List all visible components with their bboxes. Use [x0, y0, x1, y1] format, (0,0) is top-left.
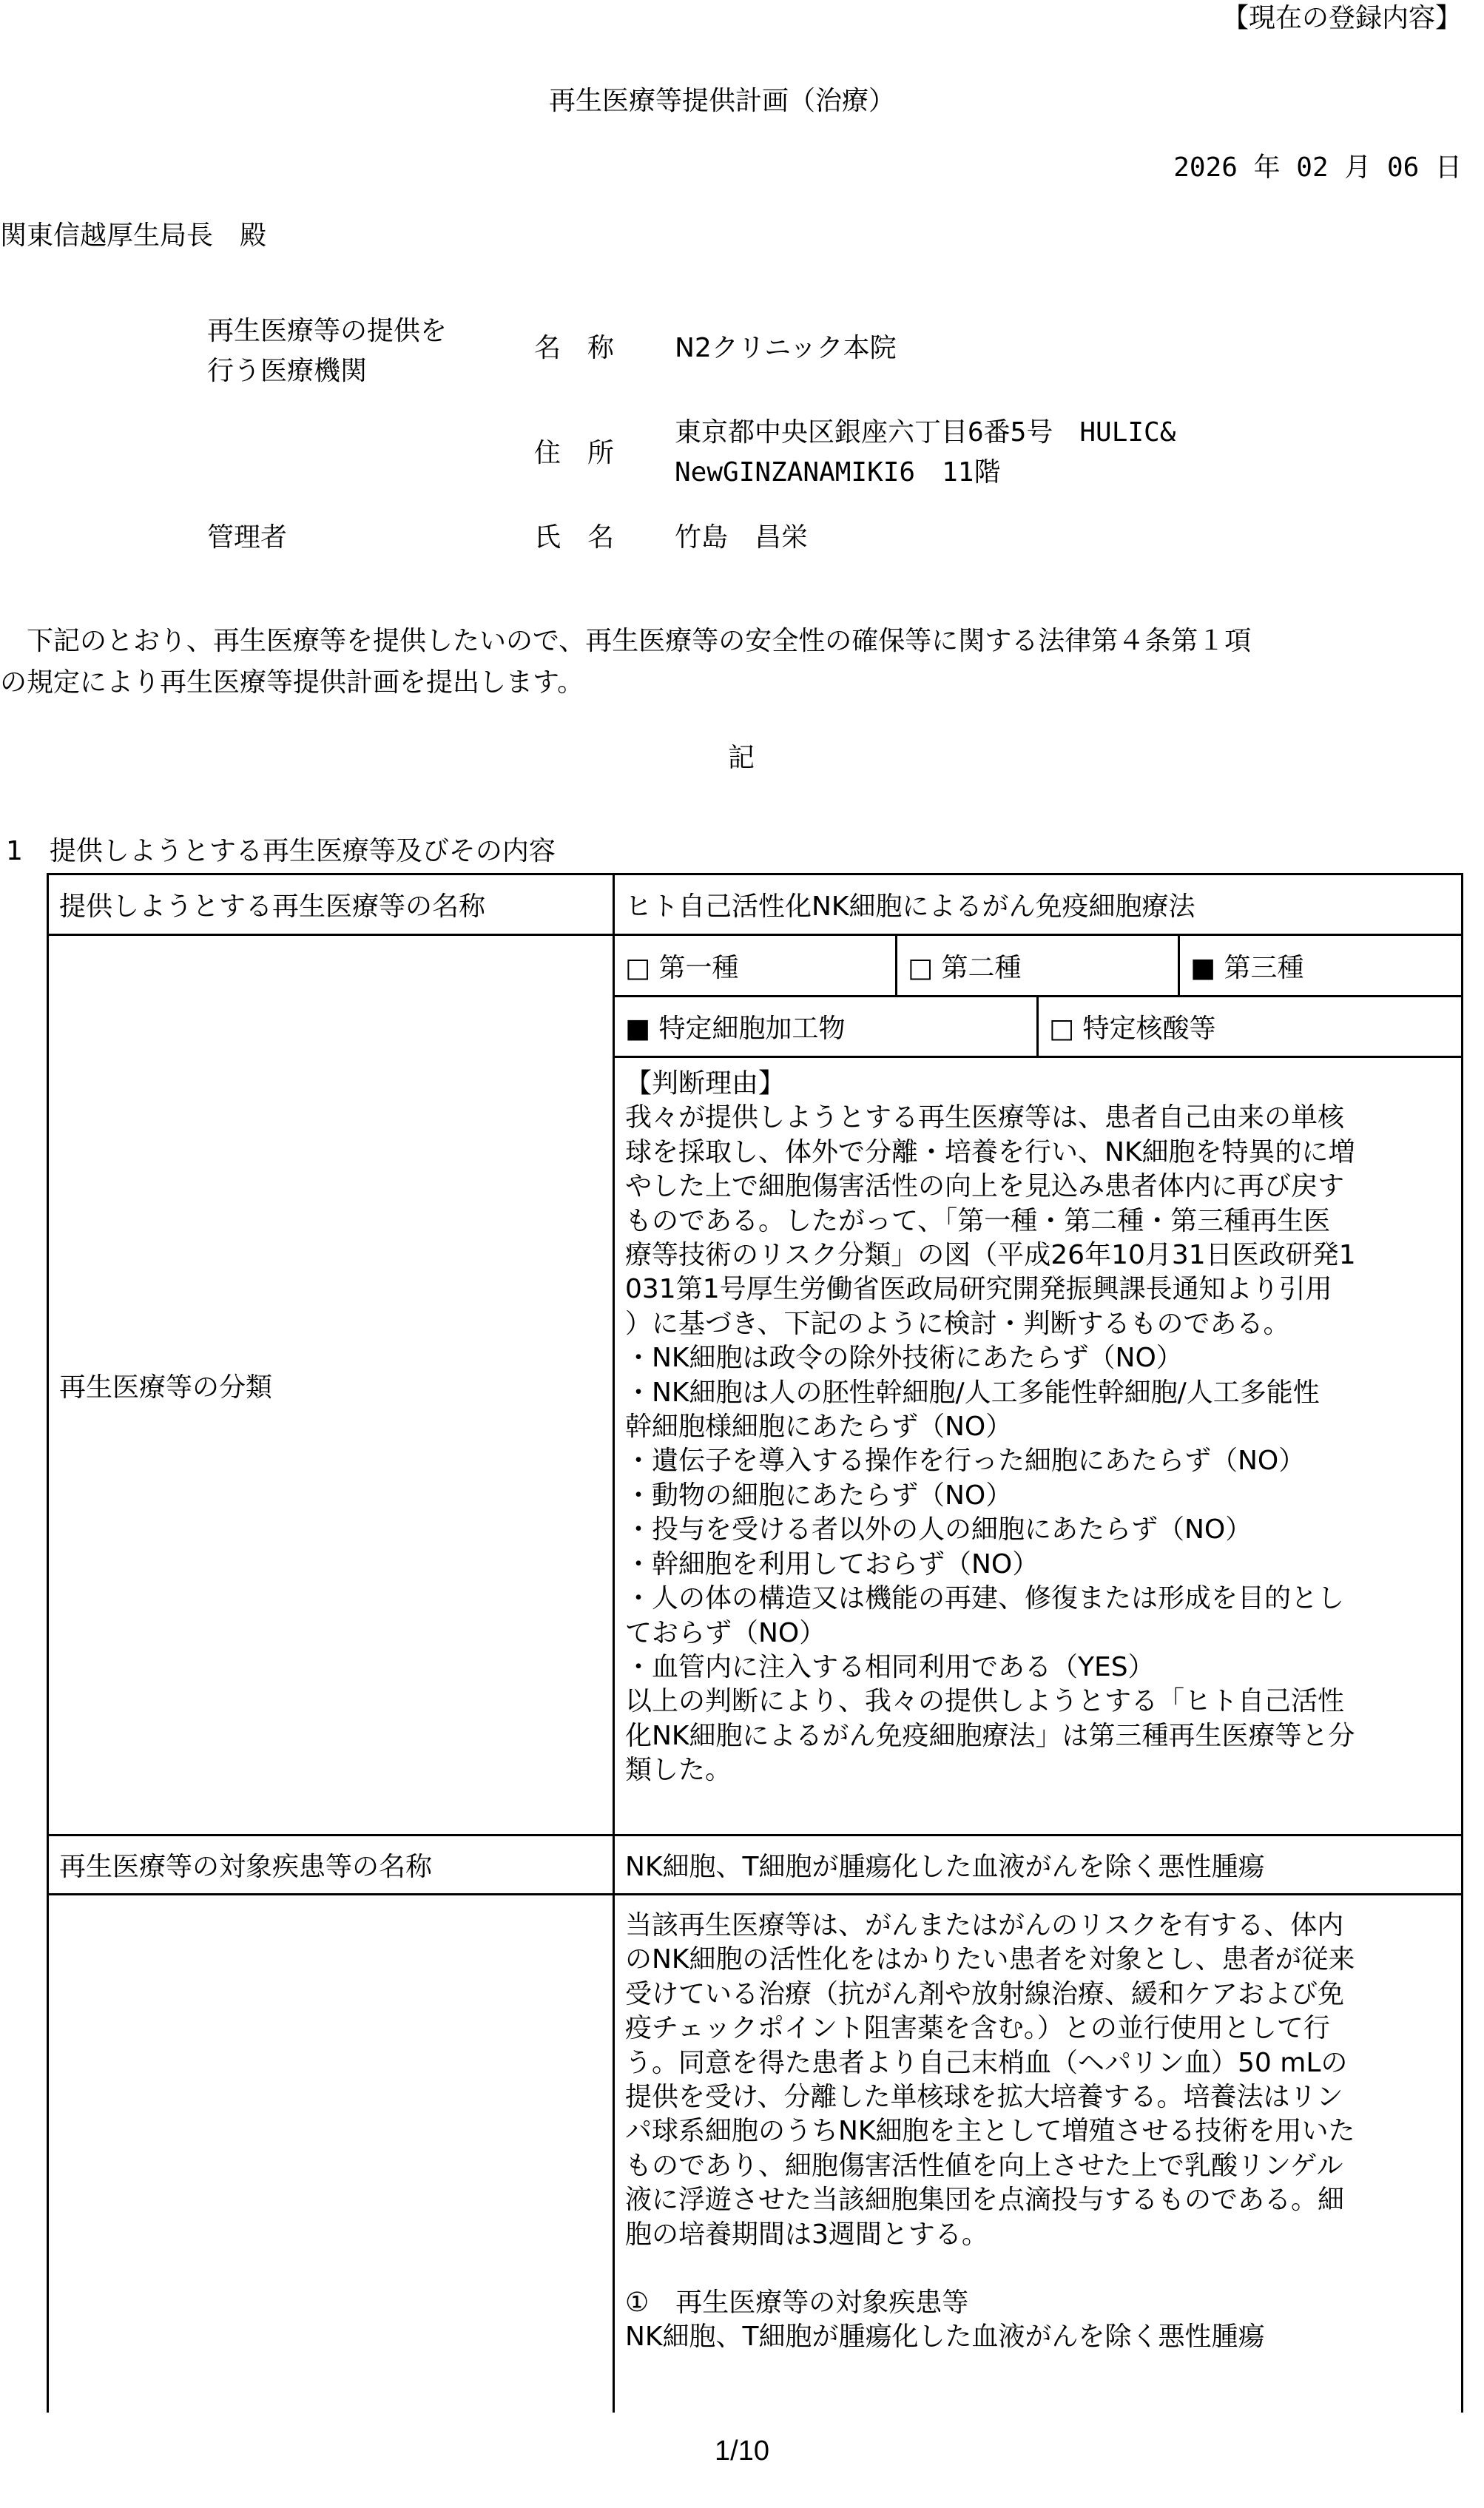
institution-label-line2: 行う医療機関 [207, 356, 368, 386]
content-line: 受けている治療（抗がん剤や放射線治療、緩和ケアおよび免 [625, 1978, 1345, 2009]
class-option-1: □ 第一種 [615, 936, 897, 995]
content-line: 疫チェックポイント阻害薬を含む。）との並行使用として行 [625, 2013, 1330, 2044]
manager-name-label: 氏 名 [534, 522, 615, 553]
table-row [48, 1895, 1463, 2413]
table-row [48, 1836, 1463, 1895]
disease-value: NK細胞、T細胞が腫瘍化した血液がんを除く悪性腫瘍 [625, 1852, 1265, 1882]
registration-status: 【現在の登録内容】 [1221, 3, 1462, 33]
judgement-line: 我々が提供しようとする再生医療等は、患者自己由来の単核 [625, 1102, 1345, 1133]
content-line-blank [625, 2252, 1454, 2286]
judgement-line: ・幹細胞を利用しておらず（NO） [625, 1548, 1039, 1580]
judgement-line: 類した。 [625, 1755, 732, 1786]
page-number: 1/10 [715, 2435, 769, 2467]
name-label: 名 称 [534, 333, 615, 363]
therapy-name-label: 提供しようとする再生医療等の名称 [59, 891, 486, 922]
address-label: 住 所 [534, 438, 615, 468]
table-row [48, 874, 1463, 935]
classification-value-cell [614, 935, 1463, 1836]
judgement-line: 【判断理由】 [625, 1068, 786, 1099]
content-line: ものであり、細胞傷害活性値を向上させた上で乳酸リンゲル [625, 2150, 1343, 2181]
classification-label: 再生医療等の分類 [59, 1372, 273, 1403]
content-line: パ球系細胞のうちNK細胞を主として増殖させる技術を用いた [625, 2116, 1355, 2147]
content-line: のNK細胞の活性化をはかりたい患者を対象とし、患者が従来 [625, 1944, 1355, 1975]
therapy-name-label-cell [48, 874, 614, 935]
plan-table [47, 873, 1463, 2413]
judgement-line: ・NK細胞は人の胚性幹細胞/人工多能性幹細胞/人工多能性 [625, 1377, 1320, 1408]
intro-line1: 下記のとおり、再生医療等を提供したいので、再生医療等の安全性の確保等に関する法律第４条第１項 [0, 626, 1252, 656]
therapy-name-value: ヒト自己活性化NK細胞によるがん免疫細胞療法 [625, 891, 1195, 922]
content-line: NK細胞、T細胞が腫瘍化した血液がんを除く悪性腫瘍 [625, 2322, 1265, 2353]
disease-value-cell [614, 1836, 1463, 1895]
institution-label-line1: 再生医療等の提供を [207, 316, 448, 346]
judgement-line: ・動物の細胞にあたらず（NO） [625, 1480, 1013, 1511]
judgement-line: ）に基づき、下記のように検討・判断するものである。 [625, 1308, 1290, 1339]
submission-date: 2026 年 02 月 06 日 [1173, 152, 1462, 183]
content-line: う。同意を得た患者より自己末梢血（ヘパリン血）50 mLの [625, 2047, 1348, 2078]
judgement-line: ・遺伝子を導入する操作を行った細胞にあたらず（NO） [625, 1446, 1306, 1477]
class-type-row [615, 936, 1461, 997]
institution-name: N2クリニック本院 [675, 333, 897, 363]
judgement-line: 球を採取し、体外で分離・培養を行い、NK細胞を特異的に増 [625, 1136, 1355, 1167]
class-option-2: □ 第二種 [897, 936, 1180, 995]
judgement-line: 療等技術のリスク分類」の図（平成26年10月31日医政研発1 [625, 1240, 1356, 1271]
addressee: 関東信越厚生局長 殿 [0, 220, 267, 251]
product-option-1: ■ 特定細胞加工物 [615, 997, 1039, 1056]
ki-mark: 記 [728, 743, 755, 773]
judgement-line: 幹細胞様細胞にあたらず（NO） [625, 1412, 1013, 1443]
content-value-cell [614, 1895, 1463, 2413]
product-option-2: □ 特定核酸等 [1049, 1014, 1216, 1044]
classification-label-cell [48, 935, 614, 1836]
content-line: 胞の培養期間は3週間とする。 [625, 2219, 988, 2250]
section-heading: 1 提供しようとする再生医療等及びその内容 [6, 836, 556, 866]
judgement-line: ・人の体の構造又は機能の再建、修復または形成を目的とし [625, 1583, 1345, 1614]
judgement-line: 化NK細胞によるがん免疫細胞療法」は第三種再生医療等と分 [625, 1720, 1355, 1751]
page-title: 再生医療等提供計画（治療） [549, 86, 896, 116]
disease-label-cell [48, 1836, 614, 1895]
judgement-line: ものである。したがって、「第一種・第二種・第三種再生医 [625, 1205, 1331, 1236]
content-label-cell [48, 1895, 614, 2413]
class-option-3: ■ 第三種 [1190, 952, 1304, 983]
judgement-line: やした上で細胞傷害活性の向上を見込み患者体内に再び戻す [625, 1171, 1345, 1202]
judgement-text [615, 1058, 1461, 1788]
table-row [48, 935, 1463, 1836]
therapy-name-value-cell [614, 874, 1463, 935]
judgement-line: ・投与を受ける者以外の人の細胞にあたらず（NO） [625, 1514, 1252, 1545]
content-line: 液に浮遊させた当該細胞集団を点滴投与するものである。細 [625, 2185, 1345, 2216]
content-text [615, 1895, 1461, 2355]
content-line: ① 再生医療等の対象疾患等 [625, 2288, 969, 2319]
judgement-line: 以上の判断により、我々の提供しようとする「ヒト自己活性 [625, 1686, 1345, 1717]
judgement-line: ・血管内に注入する相同利用である（YES） [625, 1651, 1155, 1682]
intro-line2: の規定により再生医療等提供計画を提出します。 [0, 667, 584, 698]
manager-label: 管理者 [207, 522, 288, 553]
product-type-row [615, 997, 1461, 1058]
judgement-line: ・NK細胞は政令の除外技術にあたらず（NO） [625, 1343, 1183, 1374]
manager-name: 竹島 昌栄 [675, 522, 809, 553]
judgement-line: 031第1号厚生労働省医政局研究開発振興課長通知より引用 [625, 1274, 1332, 1305]
disease-label: 再生医療等の対象疾患等の名称 [59, 1852, 433, 1882]
judgement-line: ておらず（NO） [625, 1617, 826, 1648]
address-line2: NewGINZANAMIKI6 11階 [675, 457, 1001, 488]
content-line: 提供を受け、分離した単核球を拡大培養する。培養法はリン [625, 2082, 1343, 2113]
content-line: 当該再生医療等は、がんまたはがんのリスクを有する、体内 [625, 1910, 1344, 1941]
address-line1: 東京都中央区銀座六丁目6番5号 HULIC& [675, 417, 1176, 448]
